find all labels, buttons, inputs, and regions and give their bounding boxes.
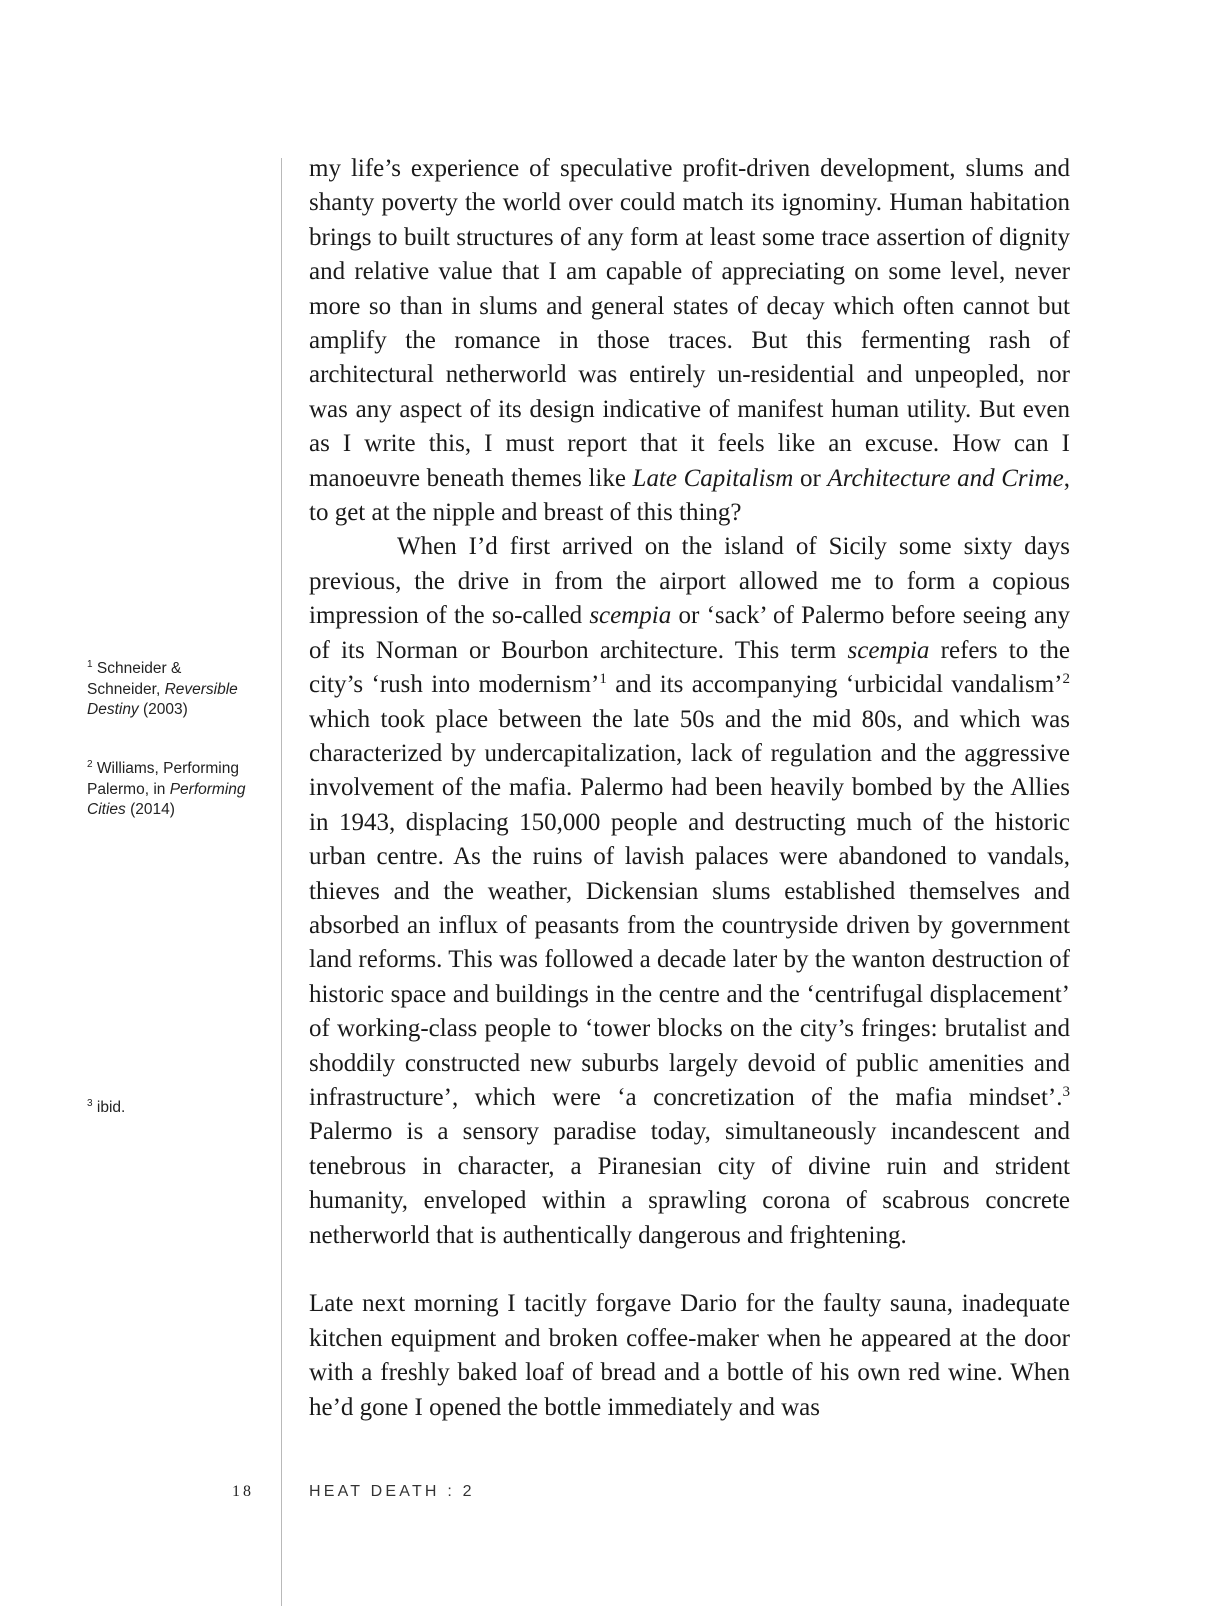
sidenote-mark: 3 [87, 1098, 93, 1109]
text-run: and its accompanying ‘urbicidal vandalism’ [606, 671, 1063, 699]
sidenote-text: Schneider & Schneider, [87, 660, 182, 698]
sidenote-text: Williams, Performing Palermo, in [87, 760, 239, 798]
text-run: or [793, 464, 828, 492]
page-number: 18 [232, 1483, 254, 1500]
text-run: my life’s experience of speculative profit-driven development, slums and shanty poverty the world over could match its ignominy. Human habitation brings to built structures of any form at least some trace assertion of dignity and relative value that I am capable of appreciating on some level, never more so than in slums and general states of decay which often cannot but amplify the romance in those traces. But this fermenting rash of architectural netherworld was entirely un-residential and unpeopled, nor was any aspect of its design indicative of manifest human utility. But even as I write this, I must report that it feels like an excuse. How can I manoeuvre beneath themes like [309, 155, 1070, 492]
text-run: which took place between the late 50s and the mid 80s, and which was characterized by undercapitalization, lack of regulation and the aggressive involvement of the mafia. Palermo had been heavily bombed by the Allies in 1943, displacing 150,000 people and destructing much of the historic urban centre. As the ruins of lavish palaces were abandoned to vandals, thieves and the weather, Dickensian slums established themselves and absorbed an influx of peasants from the countryside driven by government land reforms. This was followed a decade later by the wanton destruction of historic space and buildings in the centre and the ‘centrifugal displacement’ of working-class people to ‘tower blocks on the city’s fringes: brutalist and shoddily constructed new suburbs largely devoid of public amenities and infrastructure’, which were ‘a concretization of the mafia mindset’. [309, 705, 1070, 1111]
footnote-marker: 1 [599, 671, 607, 688]
italic-term: Late Capitalism [632, 464, 794, 492]
italic-term: scempia [847, 636, 930, 664]
sidenote-1 [87, 659, 257, 721]
column-divider-rule [281, 158, 282, 1606]
text-run: Palermo is a sensory paradise today, simultaneously incandescent and tenebrous in character, a Piranesian city of divine ruin and strident humanity, enveloped within a sprawling corona of scabrous concrete netherworld that is authentically dangerous and frightening. [309, 1118, 1070, 1249]
sidenote-date: (2014) [125, 801, 175, 818]
sidenote-text: ibid. [96, 1099, 126, 1116]
text-run: Late next morning I tacitly forgave Dario for the faulty sauna, inadequate kitchen equipment and broken coffee-maker when he appeared at the door with a freshly baked loaf of bread and a bottle of his own red wine. When he’d gone I opened the bottle immediately and was [309, 1290, 1070, 1421]
text-run: refers to the city’s ‘rush into modernism’ [309, 636, 1070, 699]
sidenote-3 [87, 1098, 257, 1119]
text-run: , to get at the nipple and breast of this thing? [309, 464, 1070, 527]
sidenote-mark: 2 [87, 759, 93, 770]
footnote-marker: 2 [1062, 671, 1070, 688]
running-head: HEAT DEATH : 2 [309, 1483, 475, 1500]
sidenote-title: Reversible Destiny [87, 680, 238, 718]
sidenote-date: (2003) [138, 701, 188, 718]
text-run: When I’d first arrived on the island of Sicily some sixty days previous, the drive in from the airport allowed me to form a copious impression of the so-called [309, 533, 1070, 630]
sidenote-2 [87, 759, 257, 821]
text-run: or ‘sack’ of Palermo before seeing any of its Norman or Bourbon architecture. This term [309, 602, 1070, 664]
italic-term: scempia [589, 602, 672, 630]
sidenote-mark: 1 [87, 659, 93, 670]
paragraph-3 [309, 1287, 1070, 1425]
paragraph-1 [309, 152, 1070, 530]
footnote-marker: 3 [1062, 1083, 1070, 1100]
italic-term: Architecture and Crime [827, 464, 1064, 492]
body-text-column [309, 152, 1070, 1425]
paragraph-2 [309, 530, 1070, 1253]
sidenote-title: Performing Cities [87, 780, 246, 818]
